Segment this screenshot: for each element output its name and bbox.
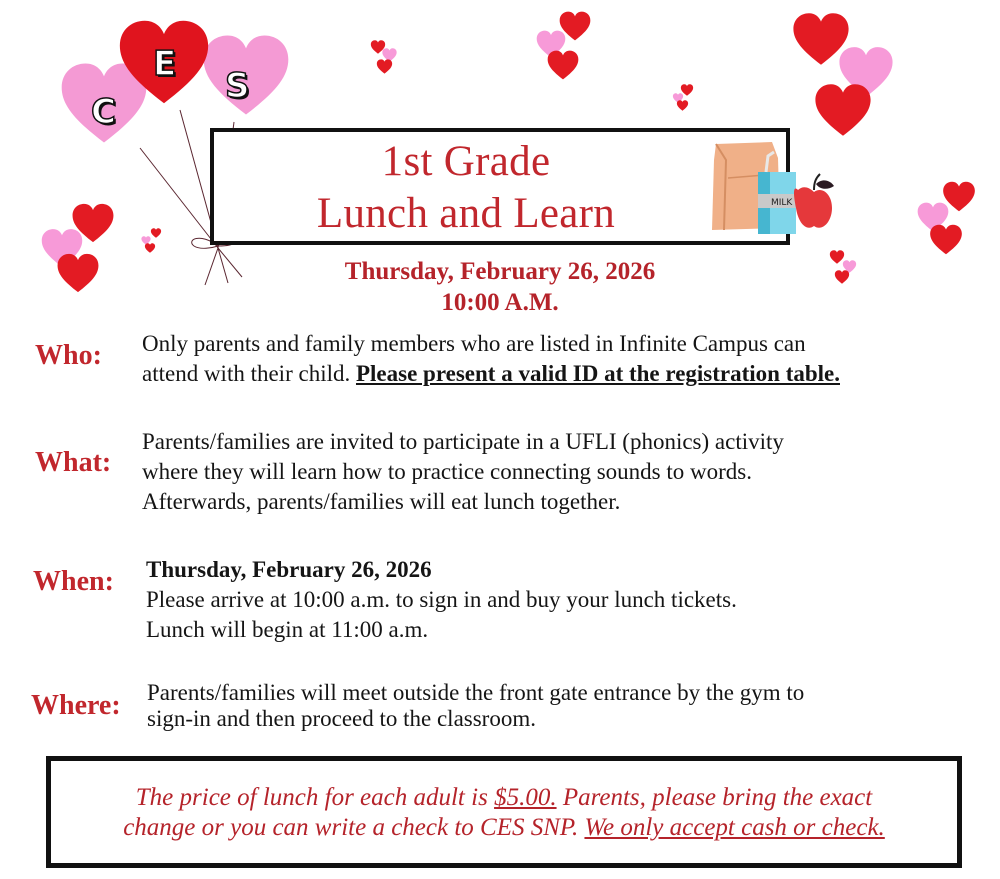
lunch-price: $5.00.	[494, 784, 557, 811]
what-line2: where they will learn how to practice connecting sounds to words.	[142, 459, 752, 484]
where-label: Where:	[31, 690, 121, 721]
red-heart-icon	[546, 50, 580, 80]
what-text	[142, 427, 784, 517]
red-heart-icon	[376, 59, 393, 74]
what-label: What:	[35, 447, 112, 478]
red-heart-icon	[812, 83, 874, 137]
id-requirement: Please present a valid ID at the registration table.	[355, 361, 840, 386]
lunch-icon	[706, 138, 838, 238]
balloon-letter-e: E	[153, 44, 177, 84]
event-date: Thursday, February 26, 2026	[344, 258, 656, 285]
when-line3: Lunch will begin at 11:00 a.m.	[146, 617, 429, 642]
price-line2: change or you can write a check to CES SNP. We only accept cash or check.	[123, 814, 885, 841]
red-heart-icon	[834, 270, 850, 284]
milk-label: MILK	[771, 198, 793, 208]
balloon-letter-c: C	[91, 92, 116, 132]
who-line1: Only parents and family members who are listed in Infinite Campus can	[142, 331, 806, 356]
who-text	[142, 329, 840, 389]
event-time: 10:00 A.M.	[441, 289, 559, 316]
price-notice-box	[46, 756, 962, 868]
what-line3: Afterwards, parents/families will eat lunch together.	[142, 489, 621, 514]
balloon-letter-s: S	[225, 66, 250, 106]
where-line1: Parents/families will meet outside the front gate entrance by the gym to	[147, 680, 805, 705]
when-text	[146, 555, 737, 645]
page-title-line1: 1st Grade	[381, 138, 551, 185]
page-title-line2: Lunch and Learn	[316, 190, 616, 237]
payment-methods: We only accept cash or check.	[584, 814, 885, 841]
apple-icon	[794, 174, 834, 228]
price-notice-text	[51, 783, 957, 843]
red-heart-icon	[558, 11, 592, 41]
when-label: When:	[33, 566, 114, 597]
who-label: Who:	[35, 340, 102, 371]
when-line1: Thursday, February 26, 2026	[146, 557, 432, 582]
who-line2: attend with their child. Please present a valid ID at the registration table.	[142, 361, 840, 386]
when-line2: Please arrive at 10:00 a.m. to sign in and buy your lunch tickets.	[146, 587, 737, 612]
where-line2: sign-in and then proceed to the classroom.	[147, 706, 536, 731]
what-line1: Parents/families are invited to participate in a UFLI (phonics) activity	[142, 429, 784, 454]
red-heart-icon	[928, 224, 964, 255]
where-text	[147, 680, 804, 732]
title-box	[210, 128, 790, 245]
price-line1: The price of lunch for each adult is $5.00. Parents, please bring the exact	[135, 784, 873, 811]
red-heart-icon	[941, 181, 977, 212]
red-heart-icon	[676, 100, 689, 111]
